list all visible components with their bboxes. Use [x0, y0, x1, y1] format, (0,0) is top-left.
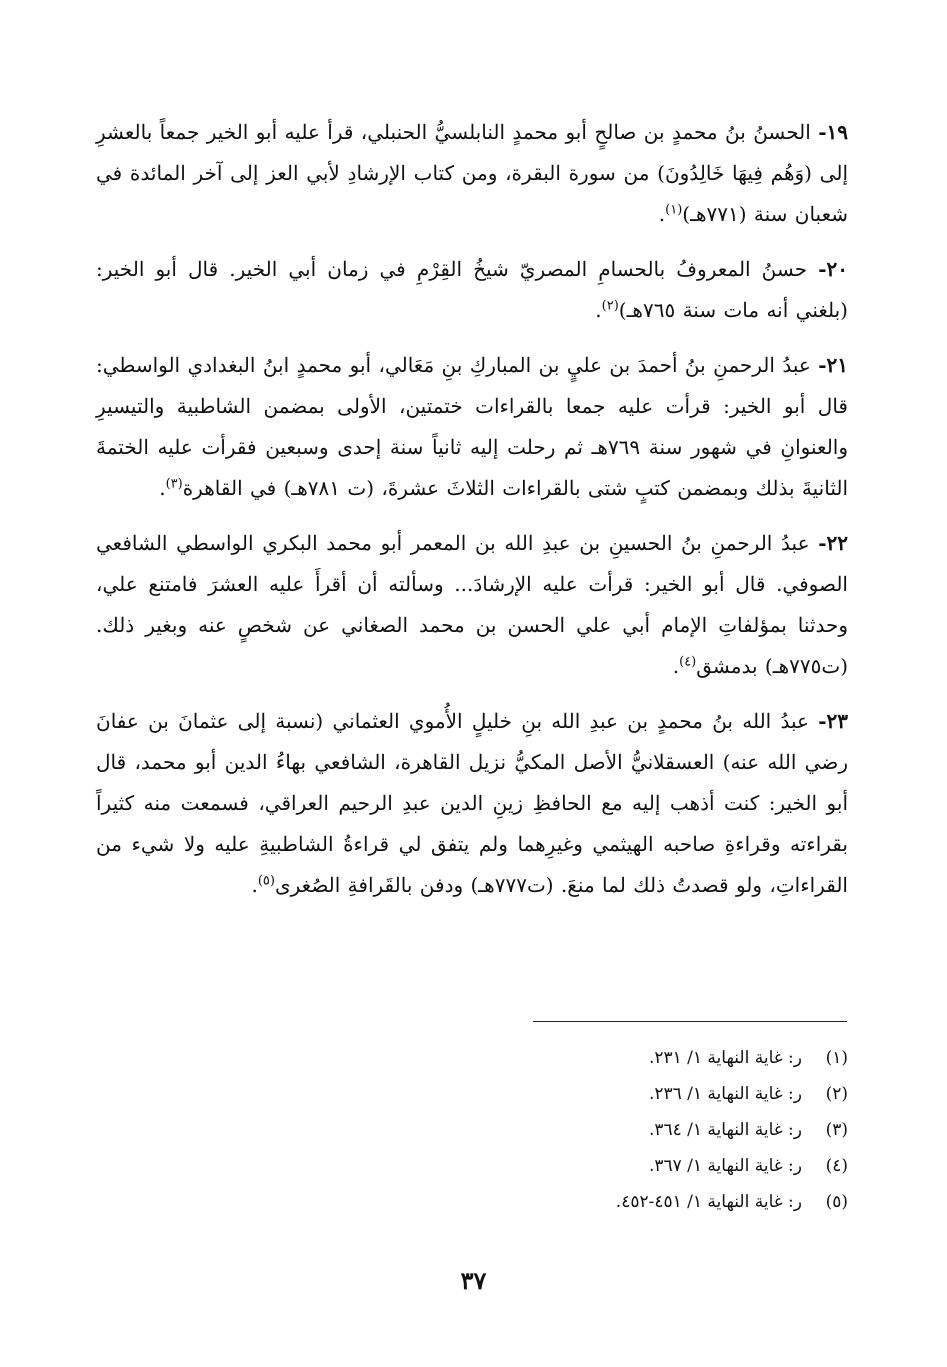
footnote-4	[300, 1148, 848, 1184]
footnote-number: (٥)	[825, 1192, 848, 1212]
footnote-1	[300, 1040, 848, 1076]
footnote-reference: (٣)	[165, 476, 183, 492]
footnote-number: (٢)	[825, 1084, 848, 1104]
page-number: ٣٧	[460, 1266, 487, 1295]
footnote-text: ر: غاية النهاية ١/ ٣٦٧.	[648, 1156, 802, 1176]
entry-text: عبدُ الرحمنِ بنُ أحمدَ بن عليٍ بن المباركِ بنِ مَعَالي، أبو محمدٍ ابنُ البغدادي الواسطي: قال أبو الخير: قرأت عليه جمعا بالقراءات ختمتين، الأولى بمضمن الشاطبية والتيسيرِ والعنوانِ في شهور سنة ٧٦٩هـ ثم رحلت إليه ثانياً سنة إحدى وسبعين فقرأت عليه الختمةَ الثانيةَ بذلك وبمضمن كتبٍ شتى بالقراءات الثلاثَ عشرةَ، (ت ٧٨١هـ) في القاهرة	[96, 353, 848, 500]
entry-23	[96, 701, 848, 906]
entry-end-mark: .	[595, 298, 602, 322]
main-text	[96, 112, 848, 920]
footnote-5	[300, 1184, 848, 1220]
entry-21	[96, 345, 848, 509]
entry-end-mark: .	[658, 202, 666, 226]
footnote-reference: (٥)	[257, 873, 275, 889]
entry-end-mark: .	[672, 654, 680, 678]
footnotes-section	[300, 1040, 848, 1220]
entry-22	[96, 523, 848, 687]
entry-20	[96, 249, 848, 331]
footnote-text: ر: غاية النهاية ١/ ٢٣١.	[648, 1048, 802, 1068]
entry-number: ١٩-	[818, 120, 849, 144]
footnote-text: ر: غاية النهاية ١/ ٢٣٦.	[648, 1084, 802, 1104]
footnote-reference: (٢)	[601, 298, 619, 314]
footnote-text: ر: غاية النهاية ١/ ٣٦٤.	[648, 1120, 802, 1140]
entry-number: ٢٣-	[818, 709, 848, 733]
footnote-3	[300, 1112, 848, 1148]
footnote-2	[300, 1076, 848, 1112]
entry-text: حسنُ المعروفُ بالحسامِ المصريّ شيخُ القِرْمِ في زمان أبي الخير. قال أبو الخير: (بلغني أنه مات سنة ٧٦٥هـ)	[96, 257, 848, 322]
footnote-text: ر: غاية النهاية ١/ ٤٥١-٤٥٢.	[615, 1192, 802, 1212]
footnote-number: (٣)	[825, 1120, 848, 1140]
footnote-number: (١)	[825, 1048, 848, 1068]
entry-19	[96, 112, 848, 235]
entry-end-mark: .	[251, 873, 258, 897]
footnote-reference: (١)	[665, 202, 683, 218]
entry-end-mark: .	[159, 476, 166, 500]
entry-number: ٢٢-	[818, 531, 848, 555]
footnote-separator	[533, 1021, 847, 1022]
footnote-reference: (٤)	[679, 654, 697, 670]
entry-text: عبدُ الله بنُ محمدٍ بن عبدِ الله بنِ خليلٍ الأُموي العثماني (نسبة إلى عثمانَ بن عفانَ رضي الله عنه) العسقلانيُّ الأصل المكيُّ نزيل القاهرة، الشافعي بهاءُ الدين أبو محمد، قال أبو الخير: كنت أذهب إليه مع الحافظِ زينِ الدين عبدِ الرحيم العراقي، فسمعت منه كثيراً بقراءته وقراءةِ صاحبه الهيثمي وغيرِهما ولم يتفق لي قراءةُ الشاطبيةِ عليه ولا شيء من القراءاتِ، ولو قصدتُ ذلك لما منعَ. (ت٧٧٧هـ) ودفن بالقَرافةِ الصُغرى	[96, 709, 848, 897]
entry-number: ٢٠-	[818, 257, 848, 281]
footnote-number: (٤)	[825, 1156, 848, 1176]
entry-text: الحسنُ بنُ محمدٍ بن صالحٍ أبو محمدٍ النابلسيُّ الحنبلي، قرأ عليه أبو الخير جمعاً بالعشرِ إلى (وَهُم فِيهَا خَالِدُونَ) من سورة البقرة، ومن كتاب الإرشادِ لأبي العز إلى آخر المائدة في شعبان سنة (٧٧١هـ)	[96, 120, 848, 226]
entry-number: ٢١-	[818, 353, 848, 377]
entry-text: عبدُ الرحمنِ بنُ الحسينِ بن عبدِ الله بن المعمر أبو محمد البكري الواسطي الشافعي الصوفي. قال أبو الخير: قرأت عليه الإرشادَ... وسألته أن أقرأَ عليه العشرَ فامتنع علي، وحدثنا بمؤلفاتِ الإمام أبي علي الحسن بن محمد الصغاني عن شخصٍ عنه وبغير ذلك. (ت٧٧٥هـ) بدمشق	[96, 531, 848, 678]
